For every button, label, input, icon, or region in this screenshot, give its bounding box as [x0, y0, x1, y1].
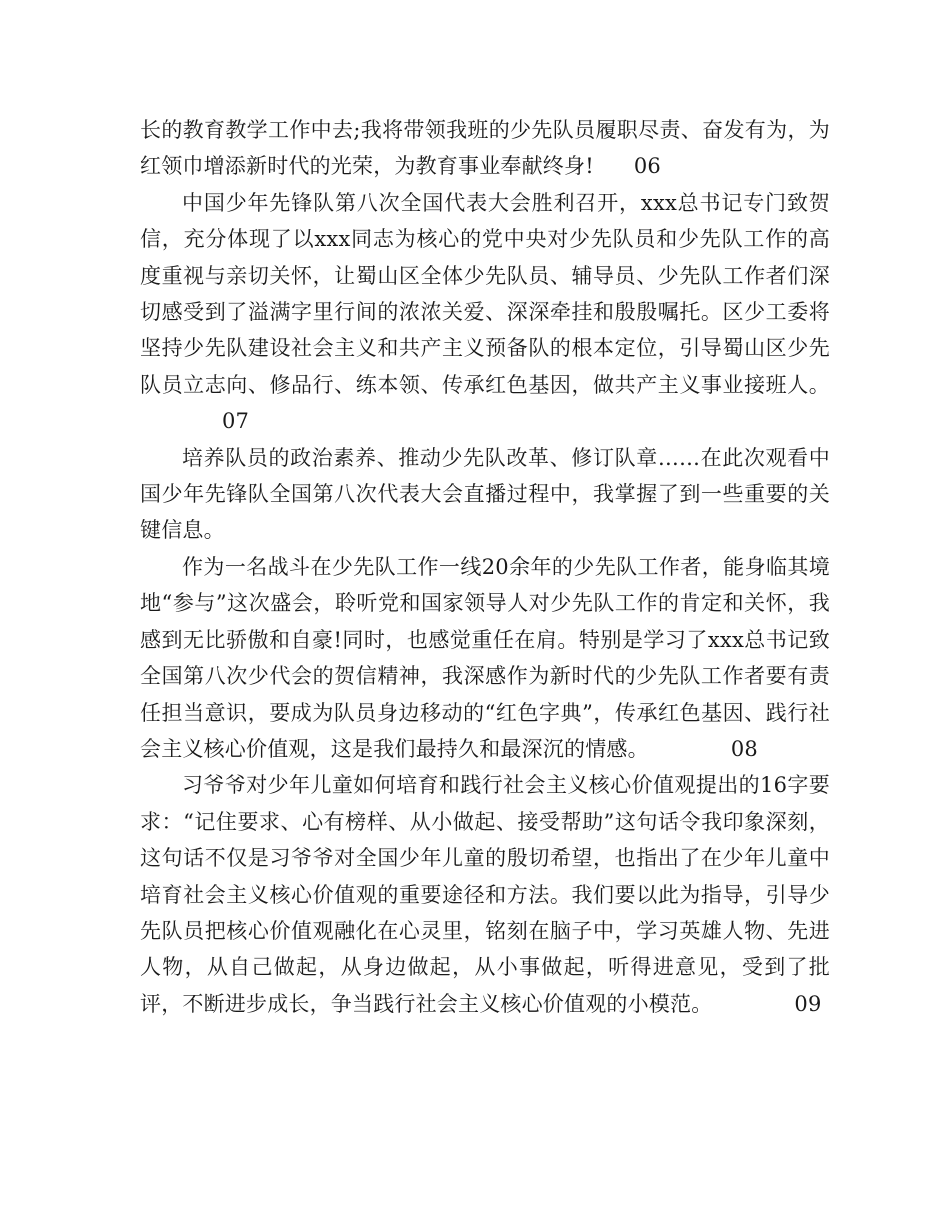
paragraph-number: 08 — [730, 736, 758, 761]
paragraph-2 — [140, 185, 830, 440]
paragraph-5 — [140, 767, 830, 1022]
paragraph-text: 习爷爷对少年儿童如何培育和践行社会主义核心价值观提出的16字要求：“记住要求、心有榜样、从小做起、接受帮助”这句话令我印象深刻，这句话不仅是习爷爷对全国少年儿童的殷切希望，也指出了在少年儿童中培育社会主义核心价值观的重要途径和方法。我们要以此为指导，引导少先队员把核心价值观融化在心灵里，铭刻在脑子中，学习英雄人物、先进人物，从自己做起，从身边做起，从小事做起，听得进意见，受到了批评，不断进步成长，争当践行社会主义核心价值观的小模范。 — [140, 773, 830, 1016]
paragraph-text: 中国少年先锋队第八次全国代表大会胜利召开，xxx总书记专门致贺信，充分体现了以xxx同志为核心的党中央对少先队员和少先队工作的高度重视与亲切关怀，让蜀山区全体少先队员、辅导员、少先队工作者们深切感受到了溢满字里行间的浓浓关爱、深深牵挂和殷殷嘱托。区少工委将坚持少先队建设社会主义和共产主义预备队的根本定位，引导蜀山区少先队员立志向、修品行、练本领、传承红色基因，做共产主义事业接班人。 — [140, 190, 830, 397]
paragraph-1 — [140, 112, 830, 185]
paragraph-number: 06 — [633, 154, 661, 179]
document-body — [140, 112, 830, 1022]
paragraph-number: 09 — [794, 991, 822, 1016]
paragraph-number: 07 — [222, 409, 250, 434]
paragraph-text: 长的教育教学工作中去;我将带领我班的少先队员履职尽责、奋发有为，为红领巾增添新时代的光荣，为教育事业奉献终身! — [140, 118, 830, 179]
paragraph-text: 作为一名战斗在少先队工作一线20余年的少先队工作者，能身临其境地“参与”这次盛会，聆听党和国家领导人对少先队工作的肯定和关怀，我感到无比骄傲和自豪!同时，也感觉重任在肩。特别是学习了xxx总书记致全国第八次少代会的贺信精神，我深感作为新时代的少先队工作者要有责任担当意识，要成为队员身边移动的“红色字典”，传承红色基因、践行社会主义核心价值观，这是我们最持久和最深沉的情感。 — [140, 554, 830, 761]
paragraph-4 — [140, 549, 830, 767]
paragraph-text: 培养队员的政治素养、推动少先队改革、修订队章……在此次观看中国少年先锋队全国第八次代表大会直播过程中，我掌握了到一些重要的关键信息。 — [140, 445, 830, 543]
paragraph-3 — [140, 440, 830, 549]
